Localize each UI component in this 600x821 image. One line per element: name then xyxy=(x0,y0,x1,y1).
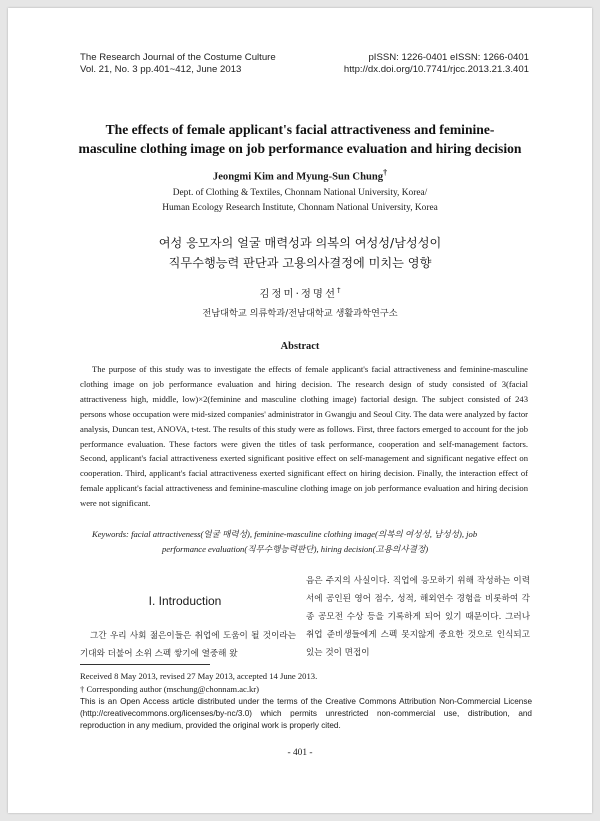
affiliation xyxy=(60,186,540,216)
affiliation-line-1: Dept. of Clothing & Textiles, Chonnam National University, Korea/ xyxy=(172,188,428,198)
affiliation-line-2: Human Ecology Research Institute, Chonnam National University, Korea xyxy=(162,203,438,213)
korean-author-names: 김정미·정명선 xyxy=(259,288,338,300)
keywords-line-1: Keywords: facial attractiveness(얼굴 매력성), feminine-masculine clothing image(의복의 여성성, 남성성), job xyxy=(92,529,478,539)
journal-header-left xyxy=(80,52,276,76)
journal-doi: http://dx.doi.org/10.7741/rjcc.2013.21.3.401 xyxy=(343,64,529,75)
received-dates: Received 8 May 2013, revised 27 May 2013, accepted 14 June 2013. xyxy=(80,671,318,681)
journal-volume: Vol. 21, No. 3 pp.401~412, June 2013 xyxy=(80,64,242,75)
corresponding-mark: † xyxy=(383,168,388,177)
introduction-right-column: 음은 주지의 사실이다. 직업에 응모하기 위해 작성하는 이력서에 공인된 영어 점수, 성적, 해외연수 경험을 비롯하여 각종 공모전 수상 등을 기록하게 되어 있기 때문이다. 그러나 취업 준비생들에게 스펙 못지않게 중요한 것으로 인식되고 있는 것이 면접이 xyxy=(306,576,530,658)
footnote-rule xyxy=(80,664,210,665)
license-statement: This is an Open Access article distributed under the terms of the Creative Commons Attribution Non-Commercial License (http://creativecommons.org/licenses/by-nc/3.0) which permits unrestricted non-commercial use, distribution, and reproduction in any medium, provided the original work is properly cited. xyxy=(80,697,532,731)
author-list xyxy=(60,168,540,183)
journal-header-right xyxy=(344,52,529,76)
page-number: - 401 - xyxy=(287,748,313,758)
korean-title-line-1: 여성 응모자의 얼굴 매력성과 의복의 여성성/남성성이 xyxy=(158,236,442,250)
journal-name: The Research Journal of the Costume Culture xyxy=(80,52,276,63)
keywords-line-2: performance evaluation(직무수행능력판단), hiring decision(고용의사결정) xyxy=(162,544,429,554)
abstract-heading: Abstract xyxy=(280,341,320,352)
keywords xyxy=(92,527,528,557)
korean-corresponding-mark: † xyxy=(337,286,341,295)
korean-title xyxy=(60,233,540,273)
paper-title xyxy=(60,120,540,158)
introduction-left-column: 그간 우리 사회 젊은이들은 취업에 도움이 될 것이라는 기대와 더불어 소위 스펙 쌓기에 열중해 왔 xyxy=(80,631,296,659)
author-names: Jeongmi Kim and Myung-Sun Chung xyxy=(212,171,384,183)
korean-title-line-2: 직무수행능력 판단과 고용의사결정에 미치는 영향 xyxy=(168,256,432,270)
corresponding-author: † Corresponding author (mschung@chonnam.ac.kr) xyxy=(80,684,260,694)
title-line-1: The effects of female applicant's facial attractiveness and feminine- xyxy=(105,122,495,137)
korean-author-list xyxy=(60,285,540,300)
korean-affiliation: 전남대학교 의류학과/전남대학교 생활과학연구소 xyxy=(202,308,398,319)
introduction-heading: I. Introduction xyxy=(148,594,222,608)
journal-issn: pISSN: 1226-0401 eISSN: 1266-0401 xyxy=(368,52,529,63)
title-line-2: masculine clothing image on job performance evaluation and hiring decision xyxy=(78,141,522,156)
abstract-text: The purpose of this study was to investigate the effects of female applicant's facial attractiveness and feminine-masculine clothing image on job performance evaluation and hiring decision. The research design of study consisted of 3(facial attractiveness high, middle, low)×2(feminine and masculine clothing image) factorial design. The subject consisted of 243 persons whose occupation were mid-sized companies' administrator in Gwangju and Seoul City. The data were analyzed by factor analysis, Duncan test, ANOVA, t-test. The results of this study were as follows. First, three factors emerged to account for the job performance evaluation. These factors were given the titles of task performance, cooperation and self-management factors. Second, applicant's facial attractiveness exerted significant positive effect on self-management and significant negative effect on cooperation. Third, applicant's facial attractiveness exerted significant effect on hiring decision. Finally, the interaction effect of female applicant's facial attractiveness and feminine-masculine clothing image on job performance evaluation and hiring decision were not significant. xyxy=(80,364,528,509)
